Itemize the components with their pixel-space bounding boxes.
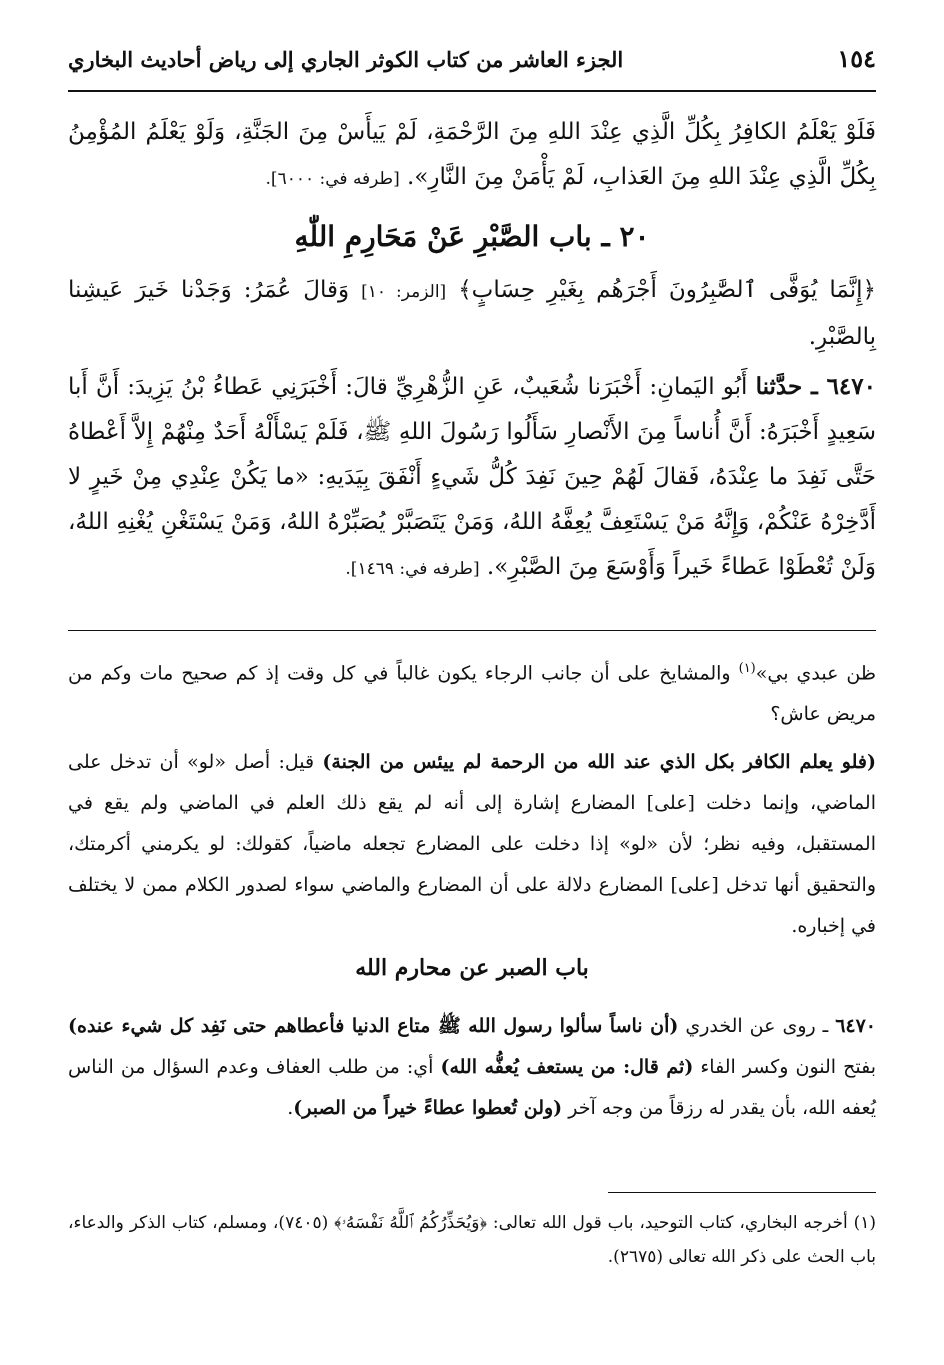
footnote-marker: (١) — [738, 661, 756, 676]
hadith-6470 — [68, 364, 876, 592]
commentary-text: والمشايخ على أن جانب الرجاء يكون غالباً في كل وقت إذ كم صحيح مات وكم من مريض عاش؟ — [68, 662, 876, 726]
commentary-text: قيل: أصل «لو» أن تدخل على الماضي، وإنما دخلت [على] المضارع إشارة إلى أنه لم يقع ذلك العلم في الماضي ولم يقع في المستقبل، وفيه نظر؛ لأن «لو» إذا دخلت على المضارع تجعله ماضياً، كقولك: لو يكرمني أكرمتك، والتحقيق أنها تدخل [على] المضارع دلالة على أن المضارع والماضي سواء لصدور الكلام ممن لا يختلف في إخباره. — [68, 751, 876, 937]
footnote-number: (١) — [853, 1213, 876, 1233]
page-number: ١٥٤ — [837, 44, 876, 73]
commentary-text: أي: من طلب العفاف وعدم السؤال من الناس يُعفه الله، بأن يقدر له رزقاً من وجه آخر — [68, 1056, 876, 1119]
commentary-separator — [68, 630, 876, 631]
chapter-epigraph — [68, 268, 876, 360]
cross-reference: [طرفه في: ٦٠٠٠]. — [265, 169, 400, 189]
quote-ending: ظن عبدي بي» — [755, 662, 876, 685]
footnote-rule — [608, 1192, 876, 1193]
verse-reference: [الزمر: ١٠] — [361, 282, 447, 302]
hadith-text: أَبُو اليَمانِ: أَخْبَرَنا شُعَيبٌ، عَنِ الزُّهْرِيِّ قالَ: أَخْبَرَنِي عَطاءُ بْنُ يَزِيدَ: أَنَّ أَبا سَعِيدٍ أَخْبَرَهُ: أَنَّ أُناساً مِنَ الأَنْصارِ سَأَلُوا رَسُولَ اللهِ ﷺ، فَلَمْ يَسْأَلْهُ أَحَدٌ مِنْهُمْ إِلاَّ أَعْطاهُ حَتَّى نَفِدَ ما عِنْدَهُ، فَقالَ لَهُمْ حِينَ نَفِدَ كُلُّ شَيءٍ أَنْفَقَ بِيَدَيهِ: «ما يَكُنْ عِنْدِي مِنْ خَيرٍ لا أَدَّخِرْهُ عَنْكُمْ، وَإِنَّهُ مَنْ يَسْتَعِفَّ يُعِفَّهُ اللهُ، وَمَنْ يَتَصَبَّرْ يُصَبِّرْهُ اللهُ، وَمَنْ يَسْتَغْنِ يُغْنِهِ اللهُ، وَلَنْ تُعْطَوْا عَطاءً خَيراً وَأَوْسَعَ مِنَ الصَّبْرِ». — [68, 374, 876, 580]
header-rule — [68, 90, 876, 92]
commentary-text: بفتح النون وكسر الفاء — [693, 1056, 876, 1078]
running-header — [68, 44, 876, 73]
running-title: الجزء العاشر من كتاب الكوثر الجاري إلى رياض أحاديث البخاري — [68, 47, 624, 72]
quran-verse: ﴿إِنَّمَا يُوَفَّى ٱلصَّٰبِرُونَ أَجْرَهُم بِغَيْرِ حِسَابٍ﴾ — [458, 277, 876, 303]
commentary-lemma: (أن ناساً سألوا رسول الله ﷺ متاع الدنيا فأعطاهم حتى نَفِد كل شيء عنده) — [68, 1015, 679, 1037]
isnad-lead: حدَّثنا — [755, 373, 803, 400]
commentary-paragraph-3 — [68, 1006, 876, 1129]
hadith-dash: ـ — [802, 373, 827, 400]
commentary-lemma: (ولن تُعطوا عطاءً خيراً من الصبر) — [293, 1097, 563, 1119]
chapter-title: ٢٠ ـ باب الصَّبْرِ عَنْ مَحَارِمِ اللّٰهِ — [294, 220, 650, 253]
footnote-1 — [68, 1206, 876, 1274]
hadith-continuation — [68, 110, 876, 202]
commentary-text: ـ روى عن الخدري — [678, 1015, 836, 1037]
commentary-hadith-number: ٦٤٧٠ — [835, 1015, 877, 1037]
hadith-cross-reference: [طرفه في: ١٤٦٩]. — [345, 559, 480, 579]
commentary-lemma: (فلو يعلم الكافر بكل الذي عند الله من الرحمة لم ييئس من الجنة) — [322, 751, 876, 773]
commentary-text: . — [287, 1097, 294, 1119]
hadith-number: ٦٤٧٠ — [826, 373, 876, 400]
footnote-text: أخرجه البخاري، كتاب التوحيد، باب قول الله تعالى: ﴿وَيُحَذِّرُكُمُ ٱللَّهُ نَفْسَهُۥ﴾ (٧٤٠٥)، ومسلم، كتاب الذكر والدعاء، باب الحث على ذكر الله تعالى (٢٦٧٥). — [68, 1213, 876, 1267]
continuation-text: فَلَوْ يَعْلَمُ الكافِرُ بِكُلِّ الَّذِي عِنْدَ اللهِ مِنَ الرَّحْمَةِ، لَمْ يَيأَسْ مِنَ الجَنَّةِ، وَلَوْ يَعْلَمُ المُؤْمِنُ بِكُلِّ الَّذِي عِنْدَ اللهِ مِنَ العَذابِ، لَمْ يَأْمَنْ مِنَ النَّارِ». — [68, 119, 876, 190]
umar-saying: وَقالَ عُمَرُ: وَجَدْنا خَيرَ عَيشِنا بِالصَّبْرِ. — [68, 277, 876, 350]
commentary-lemma: (ثم قال: من يستعف يُعفُّه الله) — [440, 1056, 694, 1078]
commentary-paragraph-1 — [68, 648, 876, 735]
commentary-section-title: باب الصبر عن محارم الله — [355, 955, 589, 981]
commentary-paragraph-2 — [68, 742, 876, 947]
